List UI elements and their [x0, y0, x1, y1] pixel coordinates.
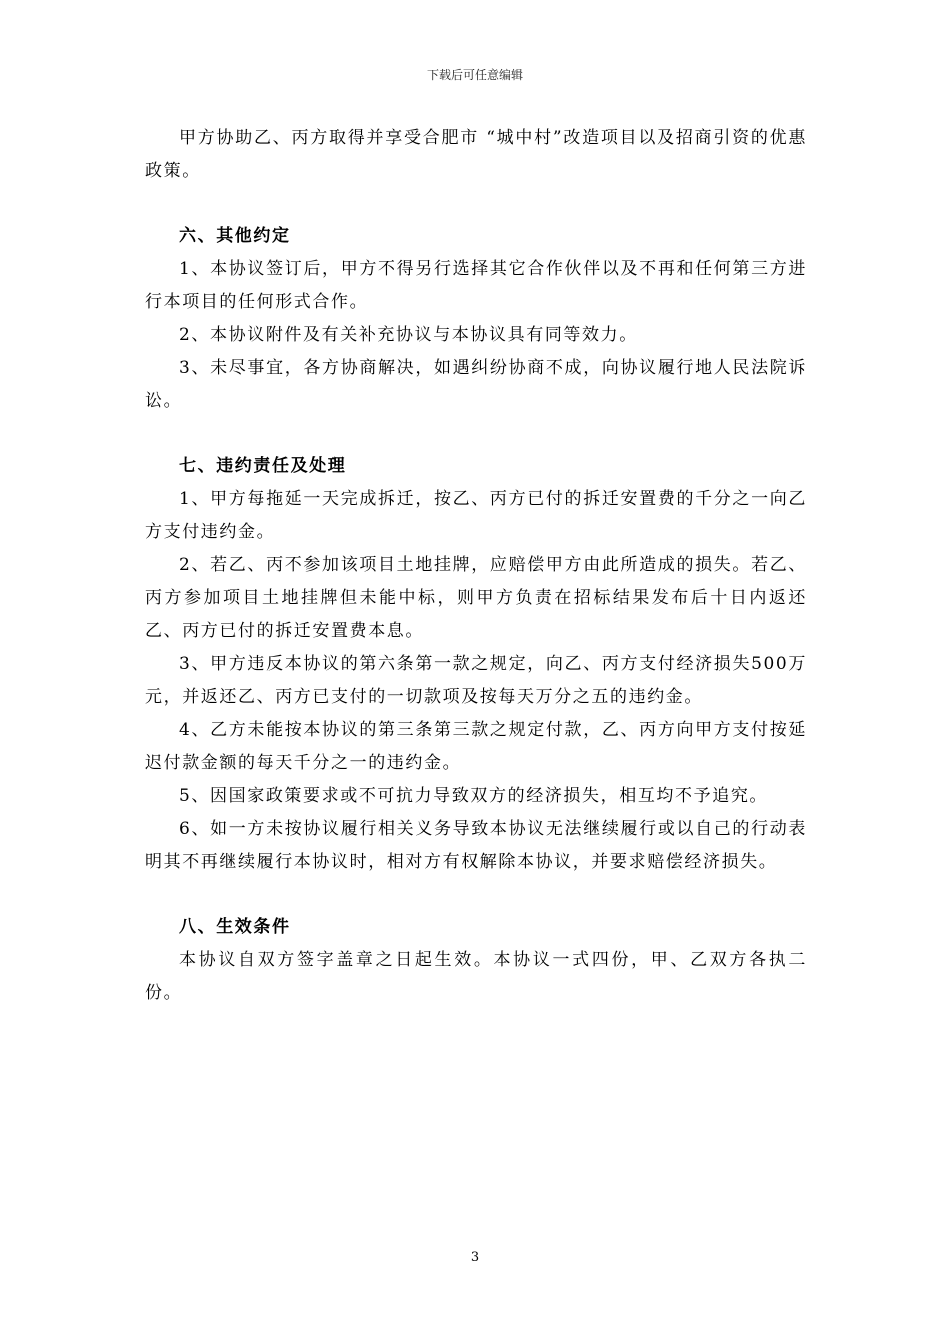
page-number: 3	[470, 1250, 480, 1265]
section-breach-liability	[145, 450, 807, 879]
clause-paragraph: 本协议自双方签字盖章之日起生效。本协议一式四份，甲、乙双方各执二份。	[145, 950, 807, 1003]
page-header-note: 下载后可任意编辑	[426, 68, 523, 82]
clause-paragraph: 2、本协议附件及有关补充协议与本协议具有同等效力。	[179, 325, 638, 345]
clause-paragraph: 1、本协议签订后，甲方不得另行选择其它合作伙伴以及不再和任何第三方进行本项目的任何形式合作。	[145, 259, 807, 312]
clause-paragraph: 5、因国家政策要求或不可抗力导致双方的经济损失，相互均不予追究。	[179, 786, 769, 806]
document-body	[145, 122, 807, 1010]
section-heading: 七、违约责任及处理	[179, 456, 347, 476]
clause-paragraph: 2、若乙、丙不参加该项目土地挂牌，应赔偿甲方由此所造成的损失。若乙、丙方参加项目土地挂牌但未能中标，则甲方负责在招标结果发布后十日内返还乙、丙方已付的拆迁安置费本息。	[145, 555, 807, 641]
section-heading: 六、其他约定	[179, 226, 291, 246]
section-other-agreements	[145, 220, 807, 418]
clause-paragraph: 3、甲方违反本协议的第六条第一款之规定，向乙、丙方支付经济损失500万元，并返还乙、丙方已支付的一切款项及按每天万分之五的违约金。	[145, 654, 807, 707]
section-effective-conditions	[145, 911, 807, 1010]
section-heading: 八、生效条件	[179, 917, 291, 937]
clause-paragraph: 6、如一方未按协议履行相关义务导致本协议无法继续履行或以自己的行动表明其不再继续履行本协议时，相对方有权解除本协议，并要求赔偿经济损失。	[145, 819, 807, 872]
clause-paragraph: 1、甲方每拖延一天完成拆迁，按乙、丙方已付的拆迁安置费的千分之一向乙方支付违约金。	[145, 489, 807, 542]
clause-paragraph: 3、未尽事宜，各方协商解决，如遇纠纷协商不成，向协议履行地人民法院诉讼。	[145, 358, 807, 411]
intro-paragraph: 甲方协助乙、丙方取得并享受合肥市 “城中村”改造项目以及招商引资的优惠政策。	[145, 128, 807, 181]
clause-paragraph: 4、乙方未能按本协议的第三条第三款之规定付款，乙、丙方向甲方支付按延迟付款金额的每天千分之一的违约金。	[145, 720, 807, 773]
